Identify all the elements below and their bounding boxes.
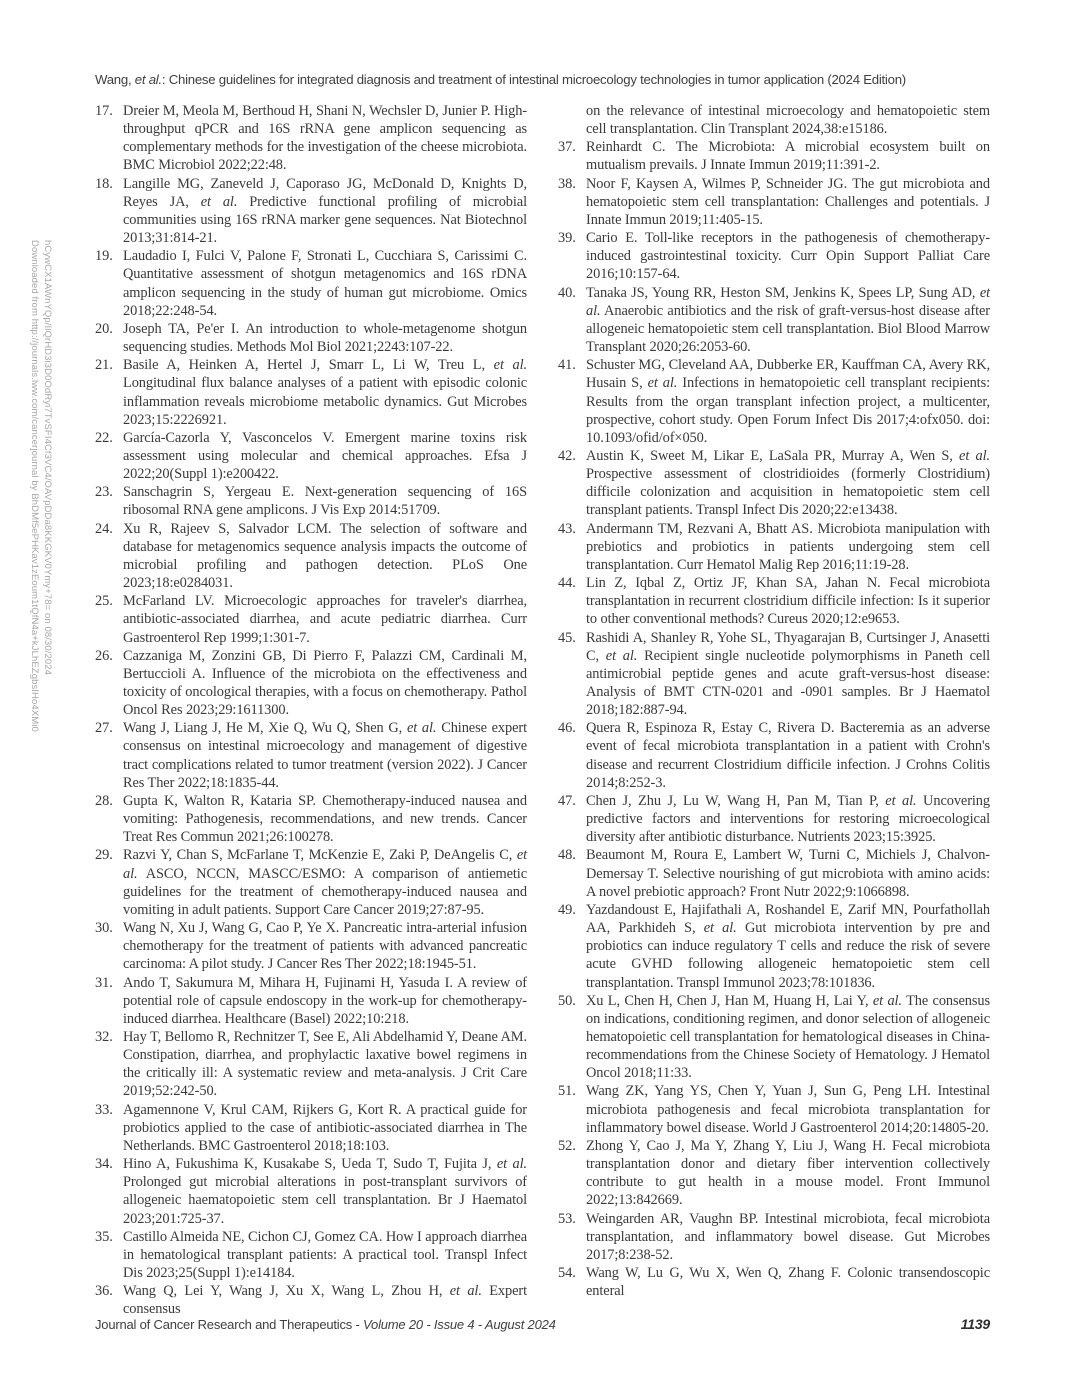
reference-number: 37. [558, 139, 576, 156]
reference-number: 44. [558, 575, 576, 592]
reference-item [558, 1082, 990, 1136]
reference-number: 26. [95, 647, 113, 664]
running-head: Wang, et al.: Chinese guidelines for integrated diagnosis and treatment of intestinal microecology technologies in tumor application (2024 Edition) [95, 72, 906, 87]
reference-text: Xu R, Rajeev S, Salvador LCM. The selection of software and database for metagenomics sequence analysis impacts the outcome of microbial profiling and pathogen detection. PLoS One 2023;18:e0284031. [123, 520, 527, 592]
reference-item [95, 483, 527, 519]
reference-number: 23. [95, 484, 113, 501]
reference-item [95, 846, 527, 919]
reference-number: 32. [95, 1028, 113, 1045]
reference-text: Chen J, Zhu J, Lu W, Wang H, Pan M, Tian P, et al. Uncovering predictive factors and interventions for restoring microecological diversity after antibiotic disturbance. Nutrients 2023;15:3925. [586, 792, 990, 846]
reference-text: Xu L, Chen H, Chen J, Han M, Huang H, Lai Y, et al. The consensus on indications, conditioning regimen, and donor selection of allogeneic hematopoietic cell transplantation for hematological diseases in China-recommendations from the Chinese Society of Hematology. J Hematol Oncol 2018;11:33. [586, 992, 990, 1082]
reference-item [558, 138, 990, 174]
reference-number: 35. [95, 1228, 113, 1245]
reference-number: 28. [95, 792, 113, 809]
reference-number: 18. [95, 175, 113, 192]
reference-number: 27. [95, 720, 113, 737]
reference-item [95, 175, 527, 248]
reference-number: 40. [558, 284, 576, 301]
reference-text: Wang Q, Lei Y, Wang J, Xu X, Wang L, Zhou H, et al. Expert consensus [123, 1283, 527, 1318]
watermark-line-1: Downloaded from http://journals.lww.com/cancerjournal by BhDMf5ePHKav1zEoum1tQfN4a+kJLhEZgbsIHo4XMi0 [29, 240, 40, 732]
reference-text: Wang ZK, Yang YS, Chen Y, Yuan J, Sun G, Peng LH. Intestinal microbiota pathogenesis and fecal microbiota transplantation for inflammatory bowel disease. World J Gastroenterol 2014;20:14805-20. [586, 1083, 990, 1136]
reference-item [558, 992, 990, 1083]
reference-text: Laudadio I, Fulci V, Palone F, Stronati L, Cucchiara S, Carissimi C. Quantitative assessment of shotgun metagenomics and 16S rDNA amplicon sequencing in the study of human gut microbiome. Omics 2018;22:248-54. [123, 248, 527, 319]
reference-item [95, 974, 527, 1028]
reference-text: Quera R, Espinoza R, Estay C, Rivera D. Bacteremia as an adverse event of fecal microbiota transplantation in a patient with Crohn's disease and recurrent Clostridium difficile infection. J Crohns Colitis 2014;8:252-3. [586, 720, 990, 791]
reference-number: 52. [558, 1137, 576, 1154]
reference-text: García-Cazorla Y, Vasconcelos V. Emergent marine toxins risk assessment using molecular and chemical approaches. Efsa J 2022;20(Suppl 1):e200422. [123, 429, 527, 483]
reference-text: Sanschagrin S, Yergeau E. Next-generation sequencing of 16S ribosomal RNA gene amplicons. J Vis Exp 2014:51709. [123, 484, 527, 519]
reference-number: 41. [558, 357, 576, 374]
reference-item [95, 356, 527, 429]
reference-text: Cario E. Toll-like receptors in the pathogenesis of chemotherapy-induced gastrointestinal toxicity. Curr Opin Support Palliat Care 2016;10:157-64. [586, 230, 990, 283]
reference-number: 19. [95, 248, 113, 265]
reference-text: Noor F, Kaysen A, Wilmes P, Schneider JG. The gut microbiota and hematopoietic stem cell transplantation: Challenges and potentials. J Innate Immun 2019;11:405-15. [586, 175, 990, 228]
reference-number: 30. [95, 920, 113, 937]
reference-item [95, 1155, 527, 1228]
reference-text: Rashidi A, Shanley R, Yohe SL, Thyagarajan B, Curtsinger J, Anasetti C, et al. Recipient single nucleotide polymorphisms in Paneth cell antimicrobial peptide genes and acute graft-versus-host disease: Analysis of BMT CTN-0201 and -0901 samples. Br J Haematol 2018;182:887-94. [586, 629, 990, 719]
reference-text: Hino A, Fukushima K, Kusakabe S, Ueda T, Sudo T, Fujita J, et al. Prolonged gut microbial alterations in post-transplant survivors of allogeneic haematopoietic stem cell transplantation. Br J Haematol 2023;201:725-37. [123, 1156, 527, 1227]
reference-number: 43. [558, 520, 576, 537]
reference-text: Ando T, Sakumura M, Mihara H, Fujinami H, Yasuda I. A review of potential role of capsule endoscopy in the work-up for chemotherapy-induced diarrhea. Healthcare (Basel) 2022;10:218. [123, 974, 527, 1027]
reference-text: Agamennone V, Krul CAM, Rijkers G, Kort R. A practical guide for probiotics applied to the case of antibiotic-associated diarrhea in The Netherlands. BMC Gastroenterol 2018;18:103. [123, 1101, 527, 1154]
reference-number: 49. [558, 901, 576, 918]
reference-number: 38. [558, 175, 576, 192]
reference-text: Basile A, Heinken A, Hertel J, Smarr L, Li W, Treu L, et al. Longitudinal flux balance analyses of a patient with episodic colonic inflammation reveals microbiome metabolic dynamics. Gut Microbes 2023;15:2226921. [123, 357, 527, 428]
watermark-line-2: hCywCX1AWnYQp/IlQrHD3i3D0OdRyi7TvSFI4Cf3VC4/OAVpDDa8KKGKV0Ymy+78= on 08/30/2024 [42, 240, 53, 676]
reference-item [558, 574, 990, 628]
reference-item [95, 320, 527, 356]
reference-number: 45. [558, 629, 576, 646]
reference-item [95, 429, 527, 483]
reference-item [558, 846, 990, 900]
reference-item [558, 447, 990, 520]
download-watermark [28, 240, 54, 860]
reference-number: 24. [95, 520, 113, 537]
reference-number: 53. [558, 1210, 576, 1227]
reference-text: Zhong Y, Cao J, Ma Y, Zhang Y, Liu J, Wang H. Fecal microbiota transplantation donor and dietary fiber intervention collectively contribute to gut health in a mouse model. Front Immunol 2022;13:842669. [586, 1137, 990, 1209]
reference-item [95, 520, 527, 593]
reference-text: Langille MG, Zaneveld J, Caporaso JG, McDonald D, Knights D, Reyes JA, et al. Predictive functional profiling of microbial communities using 16S rRNA marker gene sequences. Nat Biotechnol 2013;31:814-21. [123, 175, 527, 247]
reference-list [95, 102, 990, 1318]
reference-number: 25. [95, 593, 113, 610]
reference-text: Lin Z, Iqbal Z, Ortiz JF, Khan SA, Jahan N. Fecal microbiota transplantation in recurrent clostridium difficile infection: Is it superior to other conventional methods? Cureus 2020;12:e9653. [586, 575, 990, 628]
reference-number: 47. [558, 792, 576, 809]
reference-number: 17. [95, 103, 113, 119]
reference-number: 22. [95, 429, 113, 446]
reference-item [558, 1137, 990, 1210]
reference-number: 39. [558, 230, 576, 247]
reference-number: 34. [95, 1156, 113, 1173]
footer-journal-line [95, 1317, 556, 1332]
reference-item [95, 1282, 527, 1318]
reference-item [558, 629, 990, 720]
reference-text: McFarland LV. Microecologic approaches for traveler's diarrhea, antibiotic-associated diarrhea, and acute pediatric diarrhea. Curr Gastroenterol Rep 1999;1:301-7. [123, 593, 527, 646]
reference-item [95, 592, 527, 646]
reference-item [95, 647, 527, 720]
reference-text: Razvi Y, Chan S, McFarlane T, McKenzie E, Zaki P, DeAngelis C, et al. ASCO, NCCN, MASCC/ESMO: A comparison of antiemetic guidelines for the treatment of chemotherapy-induced nausea and vomiting in adult patients. Support Care Cancer 2019;27:87-95. [123, 847, 527, 918]
reference-number: 42. [558, 447, 576, 464]
reference-text: Cazzaniga M, Zonzini GB, Di Pierro F, Palazzi CM, Cardinali M, Bertuccioli A. Influence of the microbiota on the effectiveness and toxicity of oncological therapies, with a focus on chemotherapy. Pathol Oncol Res 2023;29:1611300. [123, 647, 527, 719]
reference-text: Weingarden AR, Vaughn BP. Intestinal microbiota, fecal microbiota transplantation, and inflammatory bowel disease. Gut Microbes 2017;8:238-52. [586, 1210, 990, 1263]
reference-item [558, 229, 990, 283]
reference-item [558, 284, 990, 357]
reference-item [95, 1228, 527, 1282]
reference-item [558, 719, 990, 792]
reference-item [95, 719, 527, 792]
reference-text: Wang J, Liang J, He M, Xie Q, Wu Q, Shen G, et al. Chinese expert consensus on intestinal microecology and management of digestive tract complications related to tumor treatment (version 2022). J Cancer Res Ther 2022;18:1835-44. [123, 720, 527, 791]
reference-number: 54. [558, 1265, 576, 1281]
footer-separator: - [352, 1317, 364, 1332]
reference-text: Schuster MG, Cleveland AA, Dubberke ER, Kauffman CA, Avery RK, Husain S, et al. Infections in hematopoietic cell transplant recipients: Results from the organ transplant infection project, a multicenter, prospective, cohort study. Open Forum Infect Dis 2017;4:ofx050. doi: 10.1093/ofid/of×050. [586, 357, 990, 446]
reference-text: Hay T, Bellomo R, Rechnitzer T, See E, Ali Abdelhamid Y, Deane AM. Constipation, diarrhea, and prophylactic laxative bowel regimens in the critically ill: A systematic review and meta-analysis. J Crit Care 2019;52:242-50. [123, 1028, 527, 1100]
reference-number: 51. [558, 1083, 576, 1100]
reference-number: 46. [558, 720, 576, 737]
issue-info: Volume 20 - Issue 4 - August 2024 [363, 1317, 556, 1332]
reference-text: on the relevance of intestinal microecology and hematopoietic stem cell transplantation. Clin Transplant 2024,38:e15186. [586, 103, 990, 138]
reference-number: 48. [558, 847, 576, 864]
reference-text: Beaumont M, Roura E, Lambert W, Turni C, Michiels J, Chalvon-Demersay T. Selective nourishing of gut microbiota with amino acids: A novel prebiotic approach? Front Nutr 2022;9:1066898. [586, 847, 990, 900]
reference-text: Reinhardt C. The Microbiota: A microbial ecosystem built on mutualism prevails. J Innate Immun 2019;11:391-2. [586, 139, 990, 174]
reference-item [558, 1210, 990, 1264]
reference-item [95, 247, 527, 320]
reference-item [558, 175, 990, 229]
reference-item [558, 356, 990, 447]
reference-number: 20. [95, 320, 113, 337]
reference-text: Dreier M, Meola M, Berthoud H, Shani N, Wechsler D, Junier P. High-throughput qPCR and 16S rRNA gene amplicon sequencing as complementary methods for the investigation of the cheese microbiota. BMC Microbiol 2022;22:48. [123, 103, 527, 174]
page-number: 1139 [960, 1316, 990, 1332]
reference-item [558, 102, 990, 138]
reference-item [95, 1101, 527, 1155]
reference-number: 50. [558, 992, 576, 1009]
journal-name: Journal of Cancer Research and Therapeutics [95, 1317, 353, 1332]
reference-text: Wang N, Xu J, Wang G, Cao P, Ye X. Pancreatic intra-arterial infusion chemotherapy for the treatment of patients with advanced pancreatic carcinoma: A pilot study. J Cancer Res Ther 2022;18:1945-51. [123, 920, 527, 973]
reference-text: Wang W, Lu G, Wu X, Wen Q, Zhang F. Colonic transendoscopic enteral [586, 1265, 990, 1300]
page-footer [95, 1316, 990, 1332]
reference-column-left [95, 102, 527, 1318]
reference-item [558, 1264, 990, 1300]
reference-item [95, 792, 527, 846]
reference-item [558, 520, 990, 574]
reference-number: 29. [95, 847, 113, 864]
reference-number: 36. [95, 1283, 113, 1300]
reference-text: Castillo Almeida NE, Cichon CJ, Gomez CA. How I approach diarrhea in hematological transplant patients: A practical tool. Transpl Infect Dis 2023;25(Suppl 1):e14184. [123, 1228, 527, 1281]
reference-item [95, 1028, 527, 1101]
reference-item [558, 792, 990, 846]
reference-number: 21. [95, 357, 113, 374]
reference-number: 31. [95, 974, 113, 991]
reference-text: Joseph TA, Pe'er I. An introduction to whole-metagenome shotgun sequencing studies. Methods Mol Biol 2021;2243:107-22. [123, 320, 527, 356]
reference-item [95, 919, 527, 973]
reference-text: Yazdandoust E, Hajifathali A, Roshandel E, Zarif MN, Pourfathollah AA, Parkhideh S, et al. Gut microbiota intervention by pre and probiotics can induce regulatory T cells and reduce the risk of severe acute GVHD following allogeneic hematopoietic stem cell transplantation. Transpl Immunol 2023;78:101836. [586, 901, 990, 991]
reference-text: Tanaka JS, Young RR, Heston SM, Jenkins K, Spees LP, Sung AD, et al. Anaerobic antibiotics and the risk of graft-versus-host disease after allogeneic hematopoietic stem cell transplantation. Biol Blood Marrow Transplant 2020;26:2053-60. [586, 284, 990, 356]
reference-text: Andermann TM, Rezvani A, Bhatt AS. Microbiota manipulation with prebiotics and probiotics in patients undergoing stem cell transplantation. Curr Hematol Malig Rep 2016;11:19-28. [586, 520, 990, 573]
reference-item [558, 901, 990, 992]
reference-text: Austin K, Sweet M, Likar E, LaSala PR, Murray A, Wen S, et al. Prospective assessment of clostridioides (formerly Clostridium) difficile colonization and acquisition in hematopoietic stem cell transplant patients. Transpl Infect Dis 2020;22:e13438. [586, 447, 990, 519]
reference-number: 33. [95, 1101, 113, 1118]
reference-item [95, 102, 527, 175]
reference-text: Gupta K, Walton R, Kataria SP. Chemotherapy-induced nausea and vomiting: Pathogenesis, recommendations, and new trends. Cancer Treat Res Commun 2021;26:100278. [123, 792, 527, 846]
reference-column-right [558, 102, 990, 1318]
